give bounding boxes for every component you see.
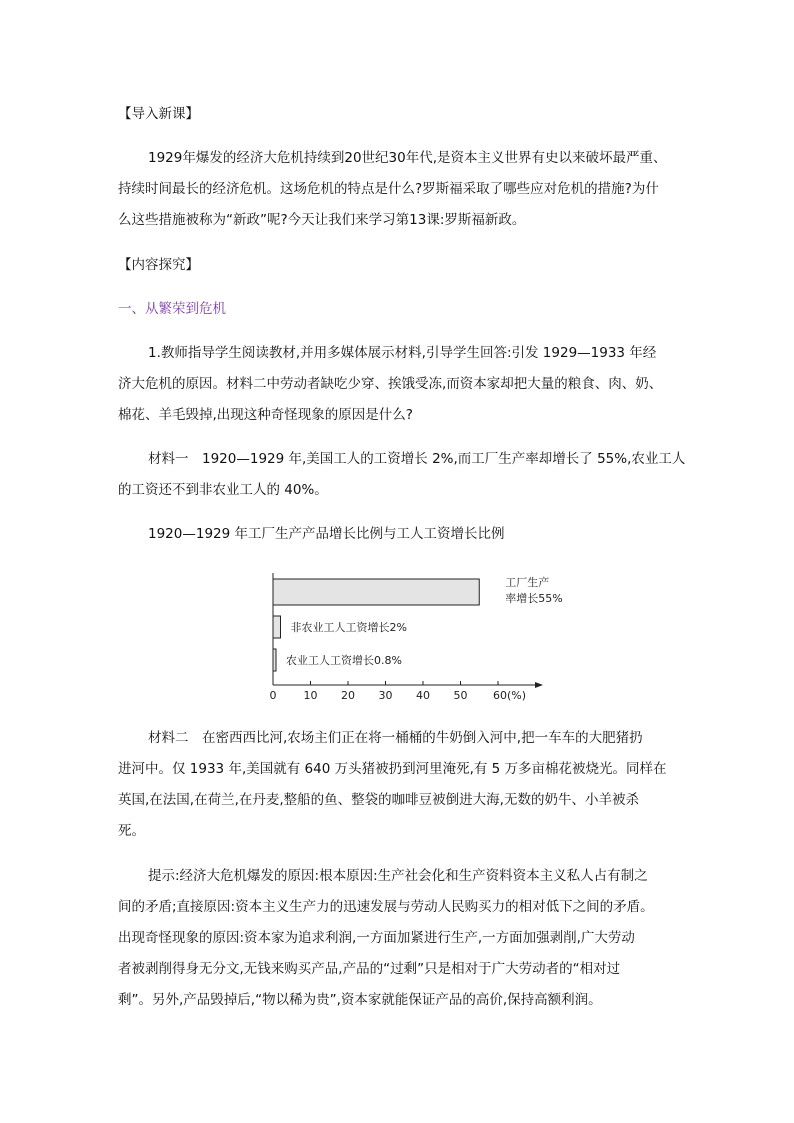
bar-2 bbox=[273, 649, 276, 671]
hint-line-5: 剩”。另外,产品毁掉后,“物以稀为贵”,资本家就能保证产品的高价,保持高额利润。 bbox=[118, 992, 602, 1008]
bar-label-0-0: 工厂生产 bbox=[505, 576, 550, 589]
bar-0 bbox=[273, 579, 479, 605]
hint-line-4: 者被剥削得身无分文,无钱来购买产品,产品的“过剩”只是相对于广大劳动者的“相对过 bbox=[118, 961, 621, 977]
hint-line-3: 出现奇怪现象的原因:资本家为追求利润,一方面加紧进行生产,一方面加强剥削,广大劳动 bbox=[118, 930, 635, 946]
x-tick-label-3: 30 bbox=[378, 689, 393, 702]
intro-line-1: 1929年爆发的经济大危机持续到20世纪30年代,是资本主义世界有史以来破坏最严重、 bbox=[148, 150, 667, 166]
material-1-line-2: 的工资还不到非农业工人的 40%。 bbox=[118, 482, 328, 498]
bar-1 bbox=[273, 616, 281, 638]
material-2-line-1: 材料二 在密西西比河,农场主们正在将一桶桶的牛奶倒入河中,把一车车的大肥猪扔 bbox=[148, 730, 643, 746]
bar-label-1: 非农业工人工资增长2% bbox=[290, 621, 407, 634]
material-2-line-2: 进河中。仅 1933 年,美国就有 640 万头猪被扔到河里淹死,有 5 万多亩棉花被烧光。同样在 bbox=[118, 761, 667, 777]
intro-line-2: 持续时间最长的经济危机。这场危机的特点是什么?罗斯福采取了哪些应对危机的措施?为什 bbox=[118, 181, 659, 197]
subsection-title: 一、从繁荣到危机 bbox=[118, 301, 226, 317]
bar-chart bbox=[255, 565, 575, 705]
x-tick-label-5: 50 bbox=[453, 689, 468, 702]
x-tick-label-1: 10 bbox=[303, 689, 318, 702]
x-tick-label-6: 60(%) bbox=[493, 689, 527, 702]
hint-line-2: 间的矛盾;直接原因:资本主义生产力的迅速发展与劳动人民购买力的相对低下之间的矛盾。 bbox=[118, 899, 654, 915]
material-2-line-4: 死。 bbox=[118, 823, 145, 839]
x-tick-label-4: 40 bbox=[416, 689, 430, 702]
hint-line-1: 提示:经济大危机爆发的原因:根本原因:生产社会化和生产资料资本主义私人占有制之 bbox=[148, 868, 648, 884]
question-line-1: 1.教师指导学生阅读教材,并用多媒体展示材料,引导学生回答:引发 1929—1933 年经 bbox=[148, 345, 657, 361]
intro-line-3: 么这些措施被称为“新政”呢?今天让我们来学习第13课:罗斯福新政。 bbox=[118, 212, 526, 228]
question-line-2: 济大危机的原因。材料二中劳动者缺吃少穿、挨饿受冻,而资本家却把大量的粮食、肉、奶、 bbox=[118, 376, 663, 392]
question-line-3: 棉花、羊毛毁掉,出现这种奇怪现象的原因是什么? bbox=[118, 407, 413, 423]
bar-label-0-1: 率增长55% bbox=[505, 592, 563, 605]
material-2-line-3: 英国,在法国,在荷兰,在丹麦,整船的鱼、整袋的咖啡豆被倒进大海,无数的奶牛、小羊被杀 bbox=[118, 792, 639, 808]
x-axis-arrow bbox=[535, 682, 543, 688]
intro-heading: 【导入新课】 bbox=[118, 106, 199, 122]
x-tick-label-2: 20 bbox=[341, 689, 355, 702]
chart-caption: 1920—1929 年工厂生产产品增长比例与工人工资增长比例 bbox=[148, 526, 505, 542]
x-tick-label-0: 0 bbox=[269, 689, 277, 702]
explore-heading: 【内容探究】 bbox=[118, 257, 199, 273]
material-1-line-1: 材料一 1920—1929 年,美国工人的工资增长 2%,而工厂生产率却增长了 55%,农业工人 bbox=[148, 451, 686, 467]
bar-label-2: 农业工人工资增长0.8% bbox=[286, 654, 402, 667]
